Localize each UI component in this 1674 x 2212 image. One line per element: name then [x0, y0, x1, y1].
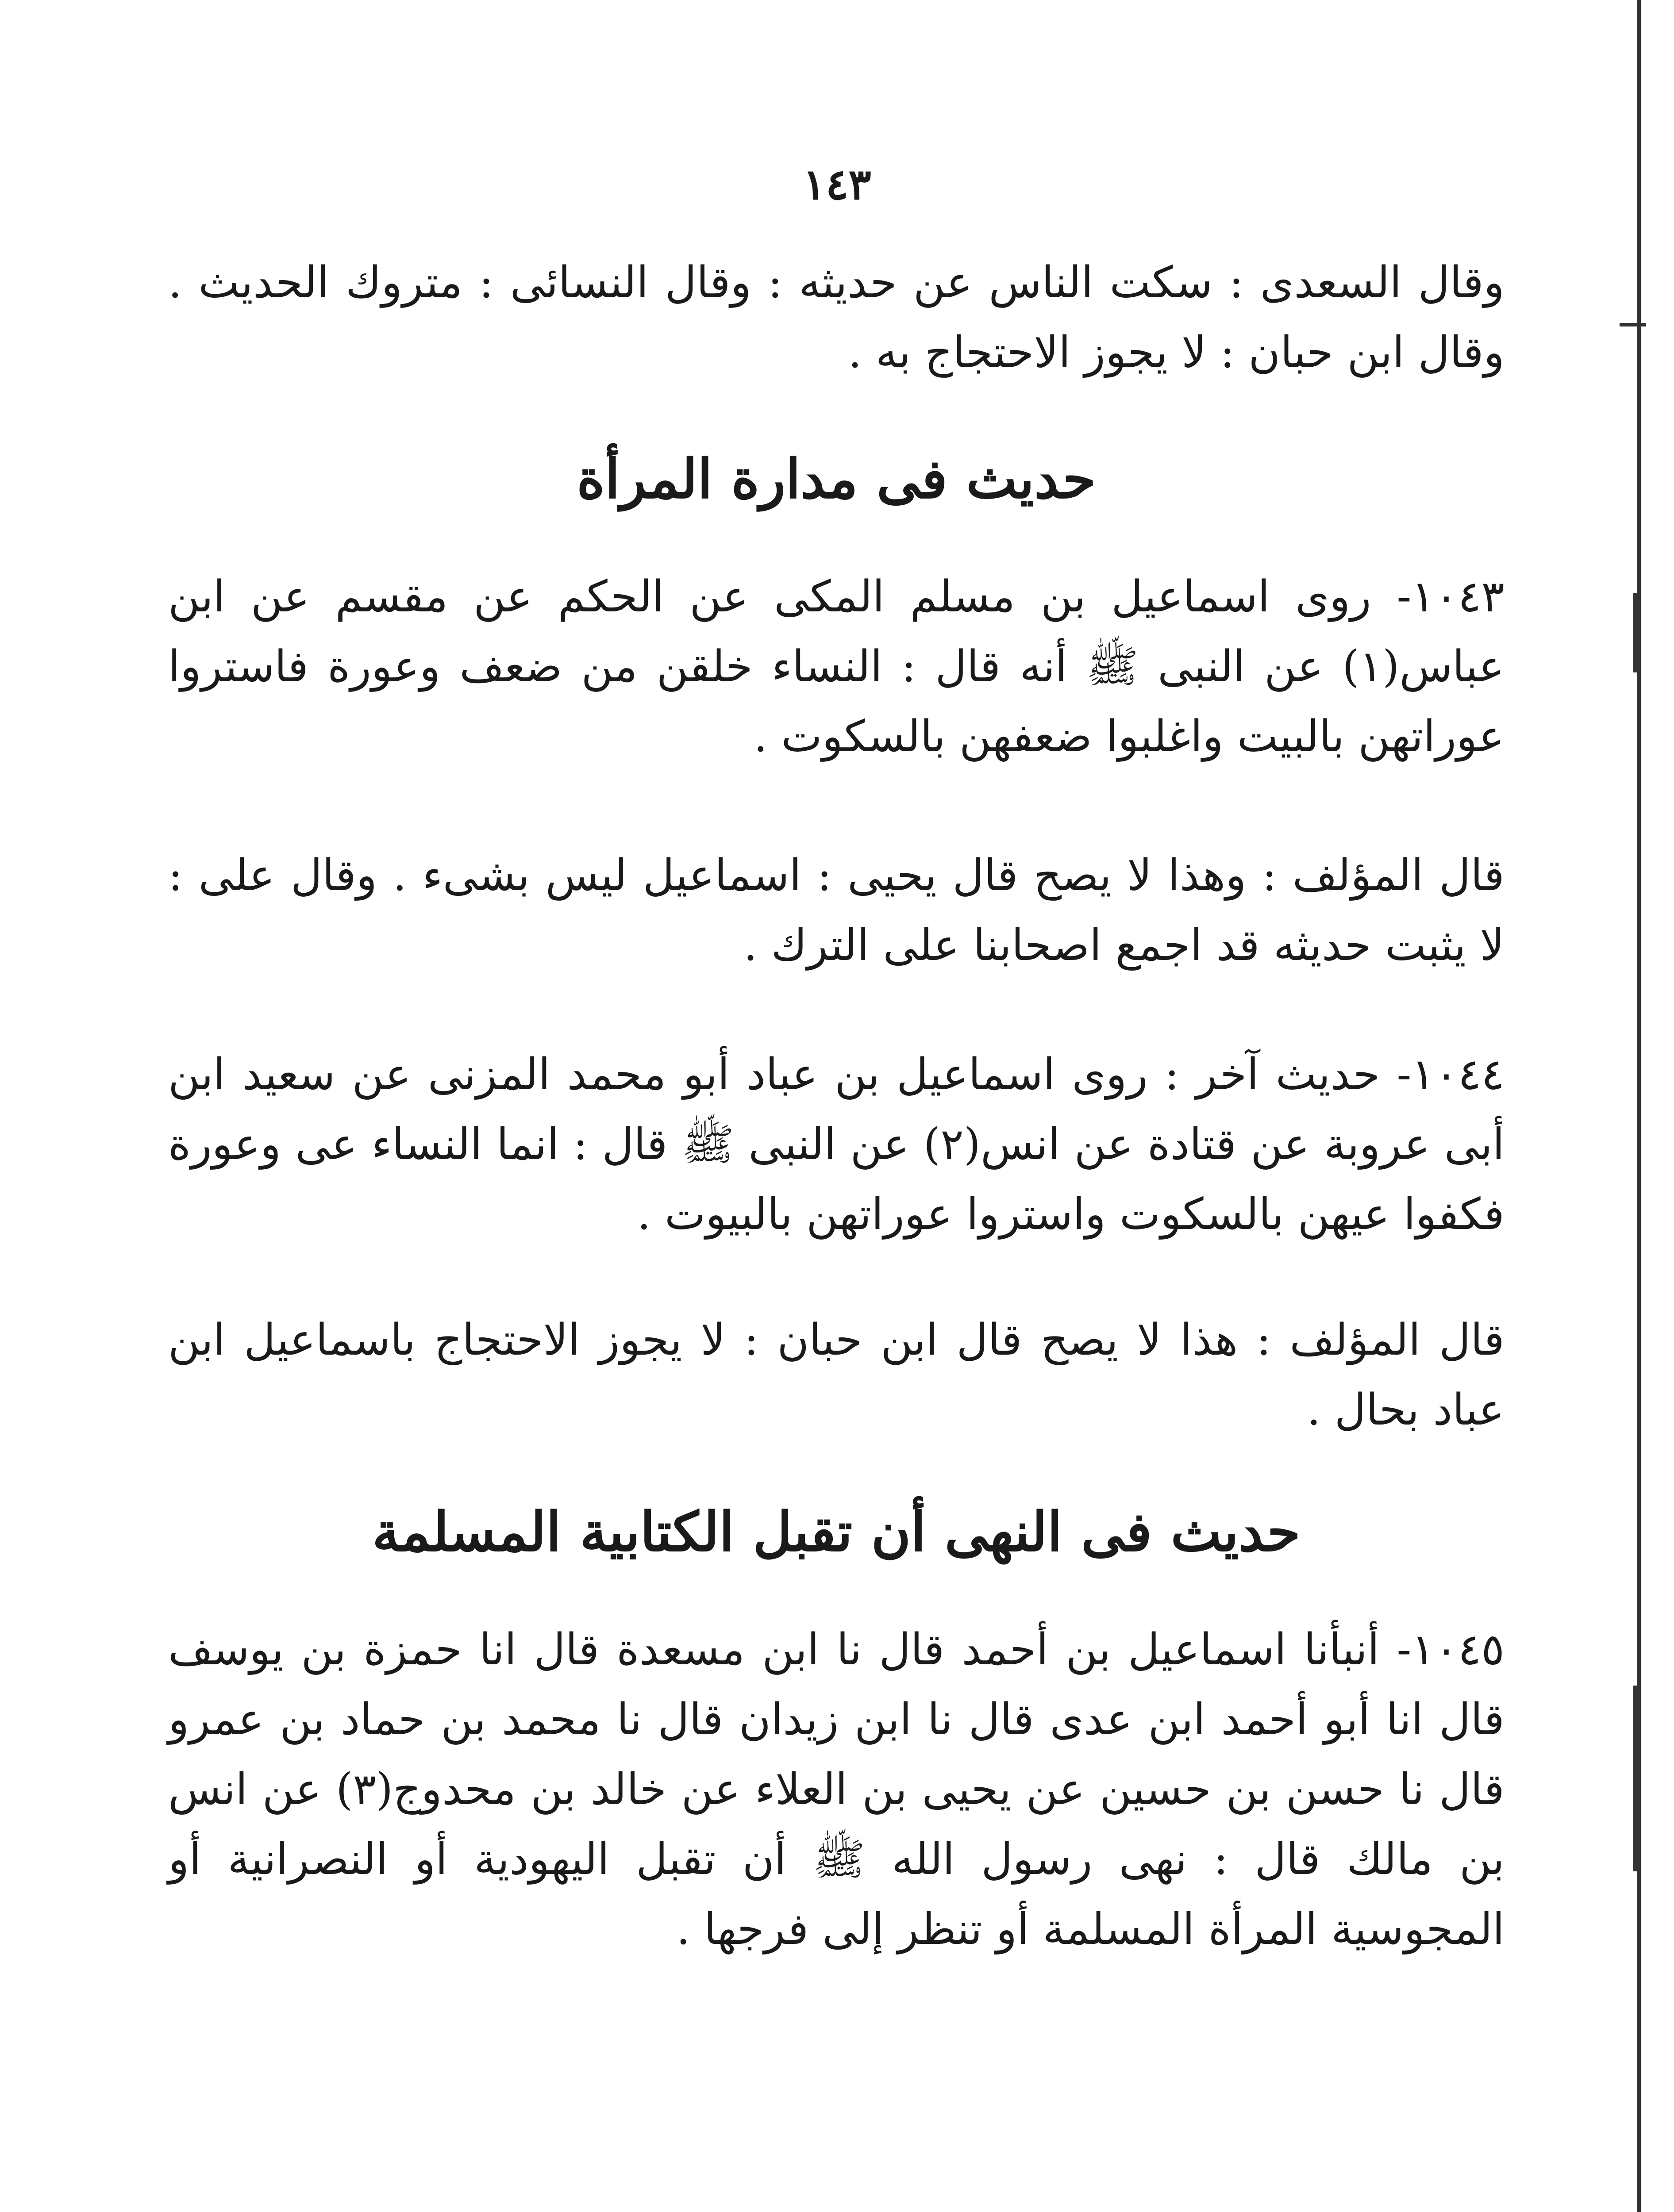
- binding-tick-mark: [1620, 323, 1646, 326]
- hadith-1043-paragraph: ١٠٤٣- روى اسماعيل بن مسلم المكى عن الحكم عن مقسم عن ابن عباس(١) عن النبى ﷺ أنه قال : النساء خلقن من ضعف وعورة فاستروا عوراتهن بالبيت واغلبوا ضعفهن بالسكوت .: [168, 572, 1505, 762]
- comment-1044-block: [168, 1305, 1505, 1445]
- comment-1043-paragraph: قال المؤلف : وهذا لا يصح قال يحيى : اسماعيل ليس بشىء . وقال على : لا يثبت حديثه قد اجمع اصحابنا على الترك .: [168, 850, 1505, 971]
- hadith-1045-paragraph: ١٠٤٥- أنبأنا اسماعيل بن أحمد قال نا ابن مسعدة قال انا حمزة بن يوسف قال انا أبو أحمد ابن عدى قال نا ابن زيدان قال نا محمد بن حماد بن عمرو قال نا حسن بن حسين عن يحيى بن العلاء عن خالد بن محدوج(٣) عن انس بن مالك قال : نهى رسول الله ﷺ أن تقبل اليهودية أو النصرانية أو المجوسية المرأة المسلمة أو تنظر إلى فرجها .: [168, 1624, 1505, 1955]
- binding-bracket: [1633, 1686, 1655, 1871]
- hadith-1044-paragraph: ١٠٤٤- حديث آخر : روى اسماعيل بن عباد أبو محمد المزنى عن سعيد ابن أبى عروبة عن قتادة عن انس(٢) عن النبى ﷺ قال : انما النساء عى وعورة فكفوا عيهن بالسكوت واستروا عوراتهن بالبيوت .: [168, 1049, 1505, 1240]
- comment-1044-paragraph: قال المؤلف : هذا لا يصح قال ابن حبان : لا يجوز الاحتجاج باسماعيل ابن عباد بحال .: [168, 1315, 1505, 1435]
- hadith-1045-block: [168, 1615, 1505, 1964]
- intro-paragraph: وقال السعدى : سكت الناس عن حديثه : وقال النسائى : متروك الحديث . وقال ابن حبان : لا يجوز الاحتجاج به .: [168, 257, 1505, 378]
- hadith-1043-block: [168, 562, 1505, 772]
- page-number: ١٤٣: [803, 159, 871, 209]
- intro-paragraph-block: [168, 248, 1505, 388]
- section-heading-kitabiya: حديث فى النهى أن تقبل الكتابية المسلمة: [372, 1500, 1301, 1563]
- hadith-1044-block: [168, 1040, 1505, 1249]
- section-heading-woman: حديث فى مدارة المرأة: [577, 447, 1096, 511]
- comment-1043-block: [168, 841, 1505, 980]
- binding-bracket: [1633, 593, 1655, 672]
- binding-edge-line: [1637, 0, 1641, 2212]
